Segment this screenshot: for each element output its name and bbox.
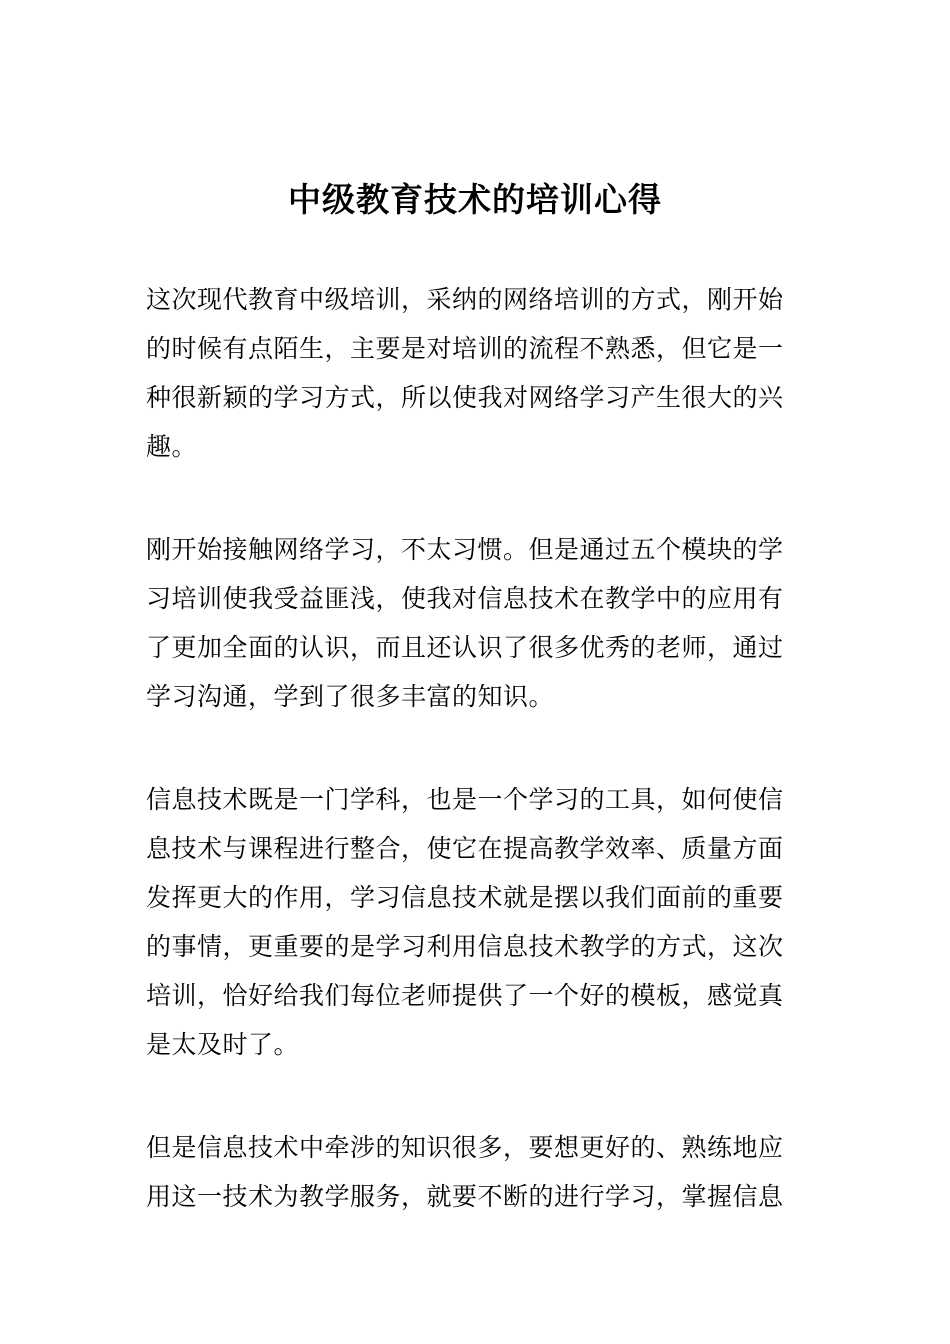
- text-line: 用这一技术为教学服务，就要不断的进行学习，掌握信息: [146, 1182, 784, 1211]
- paragraph-3: [146, 775, 808, 1069]
- text-line: 习培训使我受益匪浅，使我对信息技术在教学中的应用有: [146, 584, 784, 613]
- text-line: 趣。: [146, 432, 198, 461]
- text-line: 种很新颖的学习方式，所以使我对网络学习产生很大的兴: [146, 383, 784, 412]
- paragraph-1: [146, 275, 808, 471]
- text-line: 学习沟通，学到了很多丰富的知识。: [146, 682, 555, 711]
- text-line: 的事情，更重要的是学习利用信息技术教学的方式，这次: [146, 932, 784, 961]
- text-line: 的时候有点陌生，主要是对培训的流程不熟悉，但它是一: [146, 334, 784, 363]
- text-line: 这次现代教育中级培训，采纳的网络培训的方式，刚开始: [146, 285, 784, 314]
- text-line: 了更加全面的认识，而且还认识了很多优秀的老师，通过: [146, 633, 784, 662]
- text-line: 信息技术既是一门学科，也是一个学习的工具，如何使信: [146, 785, 784, 814]
- text-line: 是太及时了。: [146, 1030, 300, 1059]
- text-line: 但是信息技术中牵涉的知识很多，要想更好的、熟练地应: [146, 1133, 784, 1162]
- text-line: 发挥更大的作用，学习信息技术就是摆以我们面前的重要: [146, 883, 784, 912]
- text-line: 息技术与课程进行整合，使它在提高教学效率、质量方面: [146, 834, 784, 863]
- paragraph-4: [146, 1123, 808, 1221]
- paragraph-2: [146, 525, 808, 721]
- document-title: 中级教育技术的培训心得: [288, 180, 662, 219]
- text-line: 刚开始接触网络学习，不太习惯。但是通过五个模块的学: [146, 535, 784, 564]
- text-line: 培训，恰好给我们每位老师提供了一个好的模板，感觉真: [146, 981, 784, 1010]
